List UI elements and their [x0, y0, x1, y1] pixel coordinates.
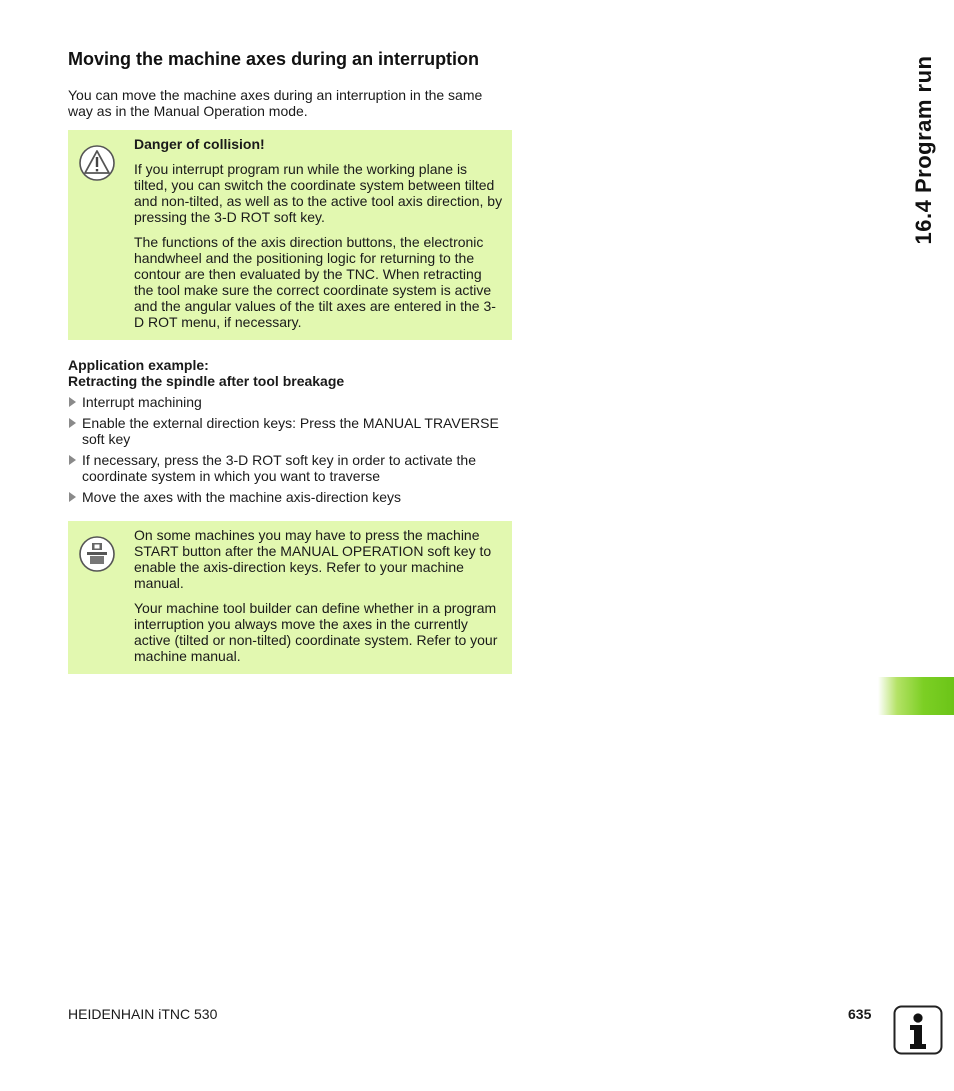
warning-heading: Danger of collision! — [134, 136, 265, 152]
application-example-heading — [68, 357, 344, 389]
arrow-bullet-icon — [69, 455, 76, 465]
chapter-tab-label: 16.4 Program run — [911, 55, 936, 245]
list-item: Enable the external direction keys: Press the MANUAL TRAVERSE soft key — [68, 415, 512, 447]
step-list — [68, 394, 512, 510]
machine-dependent-icon — [78, 535, 116, 573]
warning-paragraph-2: The functions of the axis direction buttons, the electronic handwheel and the positioning logic for returning to the contour are then evaluated by the TNC. When retracting the tool make sure the correct coordinate system is active and the angular values of the tilt axes are entered in the 3-D ROT menu, if necessary. — [134, 234, 496, 330]
warning-note — [68, 130, 512, 340]
intro-paragraph: You can move the machine axes during an interruption in the same way as in the Manual Operation mode. — [68, 87, 483, 119]
machine-paragraph-2: Your machine tool builder can define whether in a program interruption you always move the axes in the currently active (tilted or non-tilted) coordinate system. Refer to your machine manual. — [134, 600, 498, 664]
list-item: Interrupt machining — [68, 394, 512, 410]
page-number: 635 — [848, 1006, 872, 1022]
machine-paragraph-1: On some machines you may have to press the machine START button after the MANUAL OPERATION soft key to enable the axis-direction keys. Refer to your machine manual. — [134, 527, 492, 591]
chapter-side-tab — [900, 30, 948, 270]
application-example-line-2: Retracting the spindle after tool breakage — [68, 373, 345, 389]
warning-paragraph-1: If you interrupt program run while the working plane is tilted, you can switch the coordinate system between tilted and non-tilted, as well as to the active tool axis direction, by pressing the 3-D ROT soft key. — [134, 161, 503, 225]
warning-triangle-icon — [78, 144, 116, 182]
section-title: Moving the machine axes during an interruption — [68, 49, 480, 69]
arrow-bullet-icon — [69, 492, 76, 502]
footer-product-name: HEIDENHAIN iTNC 530 — [68, 1006, 218, 1022]
list-item: If necessary, press the 3-D ROT soft key in order to activate the coordinate system in which you want to traverse — [68, 452, 512, 484]
machine-note — [68, 521, 512, 674]
info-icon[interactable] — [893, 1005, 943, 1055]
chapter-marker-bar — [878, 677, 954, 715]
application-example-line-1: Application example: — [68, 357, 209, 373]
list-item: Move the axes with the machine axis-direction keys — [68, 489, 512, 505]
arrow-bullet-icon — [69, 397, 76, 407]
arrow-bullet-icon — [69, 418, 76, 428]
